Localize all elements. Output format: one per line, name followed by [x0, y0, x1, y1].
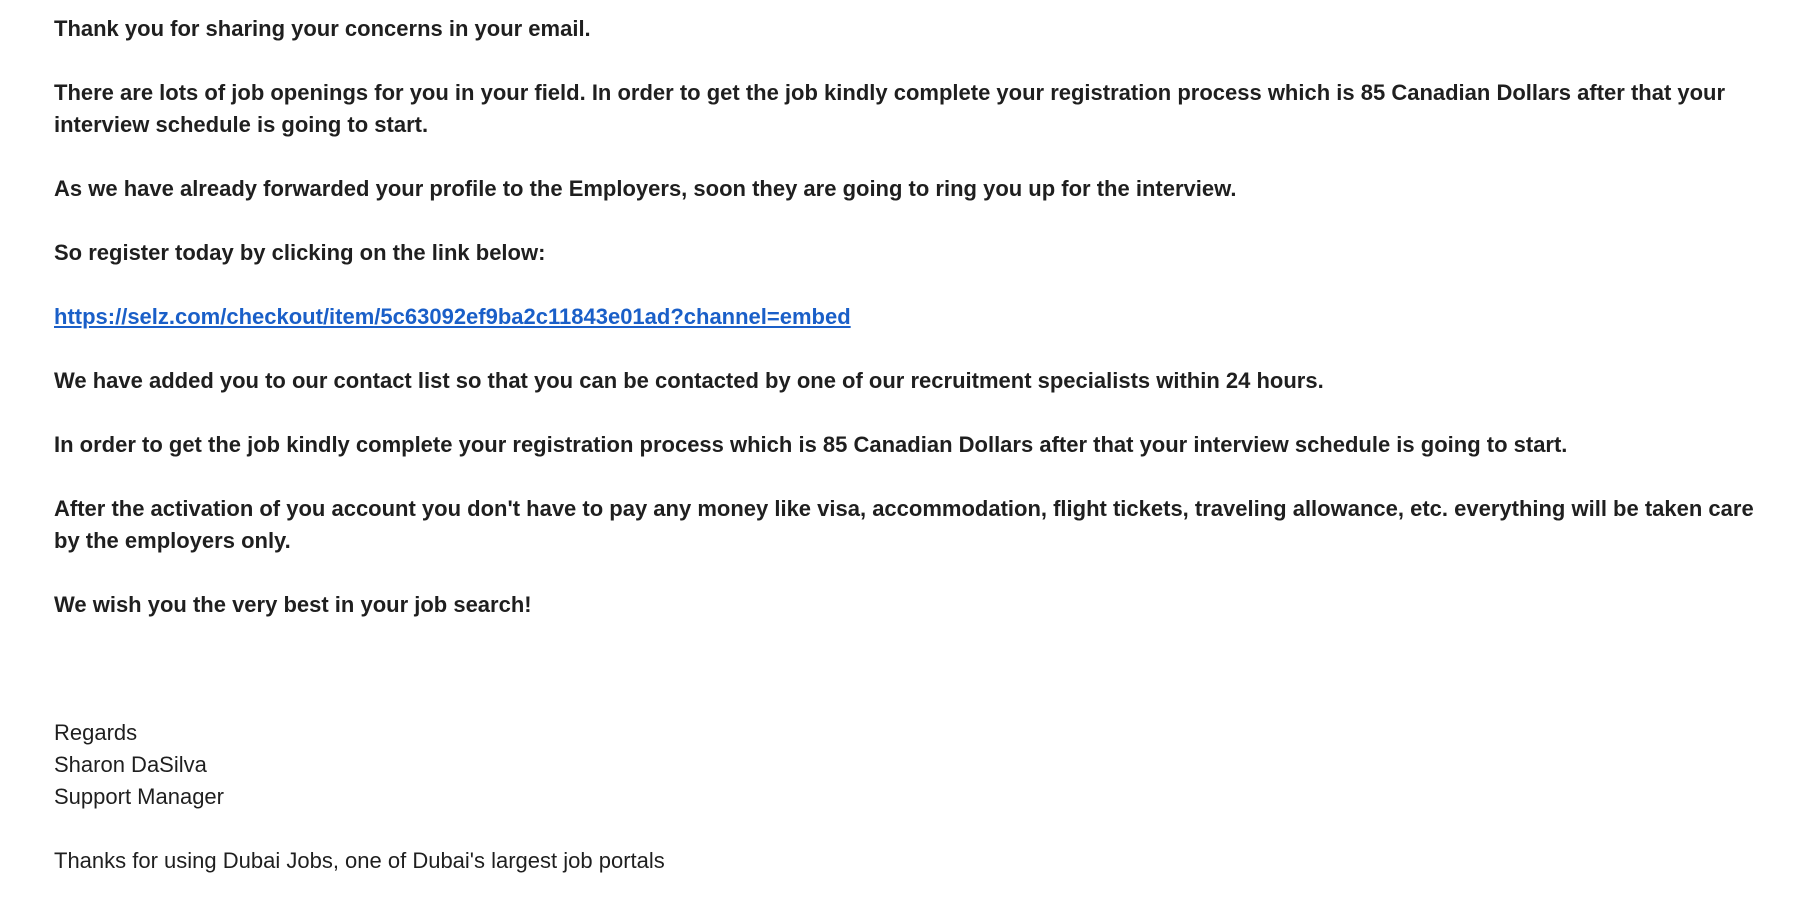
activation-paragraph: After the activation of you account you don't have to pay any money like visa, accommodation, flight tickets, traveling allowance, etc. everything will be taken care by the employers only. — [54, 496, 1754, 553]
signature-title: Support Manager — [54, 784, 224, 809]
signature-name: Sharon DaSilva — [54, 752, 207, 777]
register-instruction-paragraph: So register today by clicking on the link below: — [54, 240, 546, 265]
contact-list-paragraph: We have added you to our contact list so that you can be contacted by one of our recruitment specialists within 24 hours. — [54, 368, 1324, 393]
footer-text: Thanks for using Dubai Jobs, one of Dubai's largest job portals — [54, 848, 665, 873]
signature-closing: Regards — [54, 720, 138, 745]
registration-fee-paragraph: In order to get the job kindly complete your registration process which is 85 Canadian Dollars after that your interview schedule is going to start. — [54, 432, 1568, 457]
job-openings-paragraph: There are lots of job openings for you in your field. In order to get the job kindly complete your registration process which is 85 Canadian Dollars after that your interview schedule is going to start. — [54, 80, 1726, 137]
registration-link[interactable]: https://selz.com/checkout/item/5c63092ef9ba2c11843e01ad?channel=embed — [54, 304, 851, 329]
signature-block — [54, 717, 1774, 813]
email-body — [54, 13, 1774, 909]
greeting-paragraph: Thank you for sharing your concerns in your email. — [54, 16, 591, 41]
registration-link-paragraph — [54, 301, 1774, 333]
best-wishes-paragraph: We wish you the very best in your job search! — [54, 592, 532, 617]
spacer — [54, 653, 1774, 717]
profile-forwarded-paragraph: As we have already forwarded your profile to the Employers, soon they are going to ring you up for the interview. — [54, 176, 1237, 201]
